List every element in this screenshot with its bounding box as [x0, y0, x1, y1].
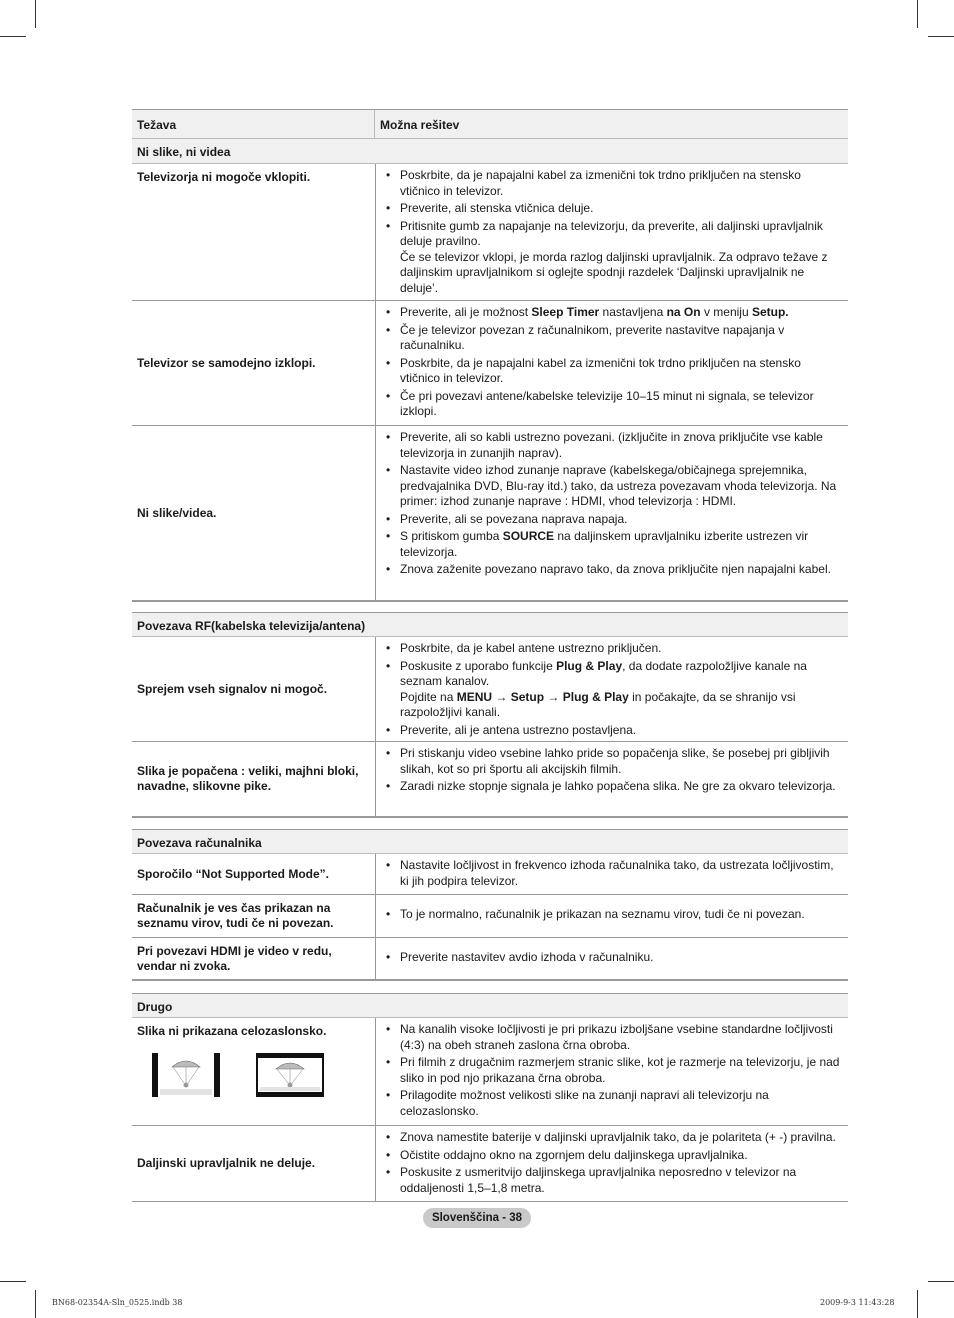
table-row — [132, 742, 848, 817]
solution-item: • Preverite, ali je možnost Sleep Timer nastavljena na On v meniju Setup. — [384, 305, 844, 321]
parachute-icon — [256, 1053, 324, 1097]
table-row — [132, 301, 848, 426]
solution-item: • Očistite oddajno okno na zgornjem delu daljinskega upravljalnika. — [384, 1148, 844, 1164]
crop-mark — [0, 36, 26, 37]
solution-cell — [376, 1018, 848, 1125]
solution-cell — [376, 164, 848, 300]
footer-date: 2009-9-3 11:43:28 — [820, 1298, 895, 1307]
crop-mark — [928, 36, 954, 37]
table-header — [132, 109, 848, 139]
solution-item: • Pri filmih z drugačnim razmerjem stranic slike, kot je razmerje na televizorju, je nad sliko in pod njo prikazana črna obroba. — [384, 1055, 844, 1086]
solution-item: • Poskrbite, da je napajalni kabel za izmenični tok trdno priključen na stensko vtičnico in televizor. — [384, 356, 844, 387]
solution-item: • Preverite nastavitev avdio izhoda v računalniku. — [384, 950, 653, 966]
crop-mark — [917, 1290, 918, 1318]
solution-item: • Preverite, ali je antena ustrezno postavljena. — [384, 723, 844, 739]
header-problem: Težava — [132, 110, 375, 138]
solution-cell — [376, 854, 848, 894]
problem-cell: Ni slike/videa. — [132, 426, 376, 600]
crop-mark — [35, 0, 36, 28]
solution-item: • Poskrbite, da je napajalni kabel za izmenični tok trdno priključen na stensko vtičnico in televizor. — [384, 168, 844, 199]
section-title: Povezava računalnika — [132, 829, 848, 854]
solution-item: • Preverite, ali se povezana naprava napaja. — [384, 512, 844, 528]
section-title: Ni slike, ni videa — [132, 139, 848, 164]
troubleshooting-table — [132, 109, 848, 1202]
solution-cell — [376, 895, 848, 937]
crop-mark — [35, 1290, 36, 1318]
solution-cell — [376, 742, 848, 816]
table-row — [132, 164, 848, 301]
header-solution: Možna rešitev — [380, 118, 460, 132]
pillarbox-image — [152, 1053, 220, 1097]
spacer — [132, 980, 848, 993]
solution-cell — [376, 637, 848, 741]
solution-cell — [376, 1126, 848, 1201]
spacer — [132, 601, 848, 612]
problem-cell: Televizor se samodejno izklopi. — [132, 301, 376, 425]
solution-item: • Znova zaženite povezano napravo tako, da znova priključite njen napajalni kabel. — [384, 562, 844, 578]
letterbox-image — [256, 1053, 324, 1097]
solution-cell — [376, 301, 848, 425]
problem-cell: Slika ni prikazana celozaslonsko. — [132, 1018, 376, 1125]
solution-item: • Poskusite z usmeritvijo daljinskega upravljalnika neposredno v televizor na oddaljenosti 1,5–1,8 metra. — [384, 1165, 844, 1196]
solution-item: • S pritiskom gumba SOURCE na daljinskem upravljalniku izberite ustrezen vir televizorja. — [384, 529, 844, 560]
solution-item: • Na kanalih visoke ločljivosti je pri prikazu izboljšane vsebine standardne ločljivosti (4:3) na obeh straneh zaslona črna obroba. — [384, 1022, 844, 1053]
footer-file: BN68-02354A-Sln_0525.indb 38 — [52, 1298, 183, 1307]
solution-item: • Zaradi nizke stopnje signala je lahko popačena slika. Ne gre za okvaro televizorja. — [384, 779, 844, 795]
solution-item: • Poskrbite, da je kabel antene ustrezno priključen. — [384, 641, 844, 657]
solution-item: • Prilagodite možnost velikosti slike na zunanji napravi ali televizorju na celozaslonsko. — [384, 1088, 844, 1119]
solution-item: • Poskusite z uporabo funkcije Plug & Play, da dodate razpoložljive kanale na seznam kanalov. Pojdite na MENU → Setup → Plug & Play in počakajte, da se shranijo vsi razpoložljivi kanali. — [384, 659, 844, 721]
page-number-badge: Slovenščina - 38 — [423, 1208, 531, 1228]
solution-item: • Pri stiskanju video vsebine lahko pride so popačenja slike, še posebej pri gibljivih slikah, kot so pri športu ali akcijskih filmih. — [384, 746, 844, 777]
table-row — [132, 637, 848, 742]
spacer — [132, 817, 848, 829]
solution-item: • Preverite, ali so kabli ustrezno povezani. (izključite in znova priključite vse kable televizorja in zunanjih naprav). — [384, 430, 844, 461]
table-row — [132, 1018, 848, 1126]
solution-item: • Pritisnite gumb za napajanje na televizorju, da preverite, ali daljinski upravljalnik deluje pravilno. Če se televizor vklopi, je morda razlog daljinski upravljalnik. Za odpravo težave z daljinskim upravljalnikom si oglejte spodnji razdelek ‘Daljinski upravljalnik ne deluje’. — [384, 219, 844, 297]
solution-cell — [376, 938, 848, 979]
problem-cell: Televizorja ni mogoče vklopiti. — [132, 164, 376, 300]
problem-cell: Sporočilo “Not Supported Mode”. — [132, 854, 376, 894]
crop-mark — [917, 0, 918, 28]
solution-item: • Znova namestite baterije v daljinski upravljalnik tako, da je polariteta (+ -) pravilna. — [384, 1130, 844, 1146]
solution-item: • Nastavite video izhod zunanje naprave (kabelskega/običajnega sprejemnika, predvajalnika DVD, Blu-ray itd.) tako, da ustreza povezavam vhoda televizorja. Na primer: izhod zunanje naprave : HDMI, vhod televizorja : HDMI. — [384, 463, 844, 510]
aspect-ratio-examples — [152, 1053, 324, 1097]
table-row — [132, 895, 848, 938]
solution-item: • To je normalno, računalnik je prikazan na seznamu virov, tudi če ni povezan. — [384, 907, 805, 923]
solution-item: • Če je televizor povezan z računalnikom, preverite nastavitve napajanja v računalniku. — [384, 323, 844, 354]
crop-mark — [0, 1281, 26, 1282]
problem-cell: Slika je popačena : veliki, majhni bloki, navadne, slikovne pike. — [132, 742, 376, 816]
table-row — [132, 1126, 848, 1202]
problem-cell: Daljinski upravljalnik ne deluje. — [132, 1126, 376, 1201]
parachute-icon — [152, 1053, 220, 1097]
section-title: Drugo — [132, 993, 848, 1018]
problem-cell: Računalnik je ves čas prikazan na seznamu virov, tudi če ni povezan. — [132, 895, 376, 937]
solution-cell — [376, 426, 848, 600]
problem-cell: Sprejem vseh signalov ni mogoč. — [132, 637, 376, 741]
table-row — [132, 938, 848, 980]
table-row — [132, 854, 848, 895]
solution-item: • Preverite, ali stenska vtičnica deluje. — [384, 201, 844, 217]
solution-item: • Če pri povezavi antene/kabelske televizije 10–15 minut ni signala, se televizor izklopi. — [384, 389, 844, 420]
table-row — [132, 426, 848, 601]
problem-cell: Pri povezavi HDMI je video v redu, vendar ni zvoka. — [132, 938, 376, 979]
section-title: Povezava RF(kabelska televizija/antena) — [132, 612, 848, 637]
solution-item: • Nastavite ločljivost in frekvenco izhoda računalnika tako, da ustrezata ločljivostim, ki jih podpira televizor. — [384, 858, 844, 889]
crop-mark — [928, 1281, 954, 1282]
